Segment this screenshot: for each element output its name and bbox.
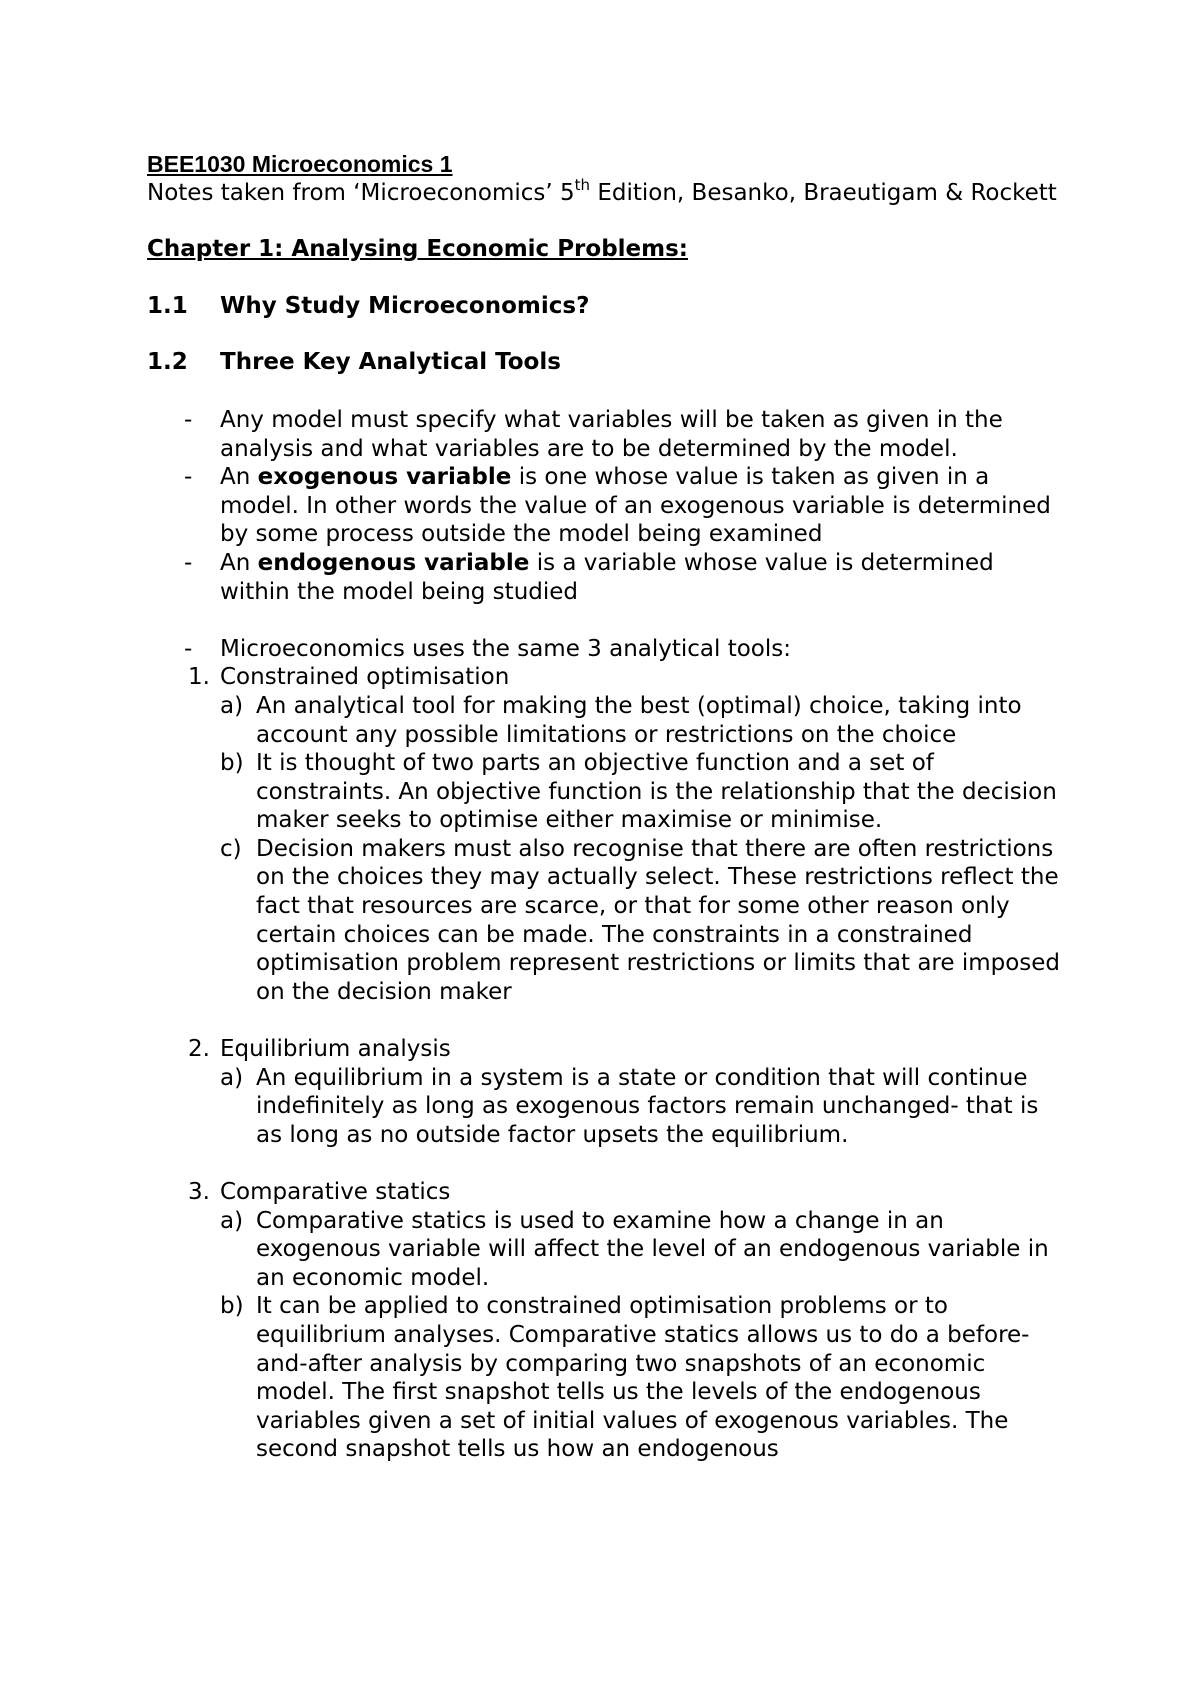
tool-number: 1. — [188, 664, 210, 691]
source-superscript: th — [574, 175, 591, 194]
bullet-dash: - — [184, 464, 193, 491]
section-number: 1.2 — [147, 349, 188, 376]
bullet-text: Any model must specify what variables will be taken as given in the analysis and what variables are to be determined by the model. — [220, 406, 1003, 462]
tool-title: Comparative statics — [220, 1179, 451, 1205]
term-endogenous-variable: endogenous variable — [257, 549, 530, 576]
source-text-pre: Notes taken from ‘Microeconomics’ 5 — [147, 179, 575, 206]
tool-item-3 — [147, 1178, 1067, 1207]
tool-subitem — [147, 1292, 1067, 1464]
tool-title: Equilibrium analysis — [220, 1036, 451, 1063]
bullet-dash: - — [184, 406, 193, 433]
tool-item-2 — [147, 1035, 1067, 1064]
source-reference — [147, 175, 1067, 208]
subitem-letter: b) — [220, 750, 244, 777]
term-exogenous-variable: exogenous variable — [257, 464, 512, 491]
bullet-text — [220, 549, 1067, 606]
bullet-text-pre: An — [220, 549, 258, 576]
section-heading-1-1 — [147, 292, 1067, 321]
tool-subitem — [147, 1207, 1067, 1293]
chapter-title: Chapter 1: Analysing Economic Problems: — [147, 236, 688, 263]
tool-subitem — [147, 749, 1067, 835]
bullet-text: Microeconomics uses the same 3 analytical tools: — [220, 635, 792, 662]
tool-number: 2. — [188, 1036, 210, 1063]
bullet-list — [147, 406, 1067, 663]
subitem-text: It can be applied to constrained optimisation problems or to equilibrium analyses. Comparative statics allows us to do a before-and-after analysis by comparing two snapshots of an economic model. The first snapshot tells us the levels of the endogenous variables given a set of initial values of exogenous variables. The second snapshot tells us how an endogenous — [256, 1293, 1030, 1463]
bullet-dash: - — [184, 549, 193, 576]
tool-title: Constrained optimisation — [220, 664, 510, 691]
subitem-letter: b) — [220, 1293, 244, 1320]
bullet-item — [147, 463, 1067, 549]
tool-subitem — [147, 835, 1067, 1007]
bullet-text — [220, 463, 1067, 549]
subitem-text: Comparative statics is used to examine how a change in an exogenous variable will affect the level of an endogenous variable in an economic model. — [256, 1207, 1049, 1291]
section-title: Why Study Microeconomics? — [220, 292, 590, 319]
tool-item-1 — [147, 663, 1067, 692]
section-heading-1-2 — [147, 348, 1067, 377]
bullet-item — [147, 635, 1067, 664]
section-number: 1.1 — [147, 292, 188, 319]
subitem-text: An equilibrium in a system is a state or condition that will continue indefinitely as long as exogenous factors remain unchanged- that is as long as no outside factor upsets the equilibrium. — [256, 1064, 1039, 1148]
bullet-text-post: is one whose value is taken as given in a model. In other words the value of an exogenous variable is determined by some process outside the model being examined — [220, 464, 1051, 548]
subitem-text: It is thought of two parts an objective function and a set of constraints. An objective function is the relationship that the decision maker seeks to optimise either maximise or minimise. — [256, 750, 1057, 834]
subitem-letter: a) — [220, 1207, 244, 1234]
subitem-letter: a) — [220, 1064, 244, 1091]
bullet-text-pre: An — [220, 464, 258, 491]
bullet-item — [147, 549, 1067, 606]
subitem-letter: c) — [220, 835, 242, 862]
subitem-text: An analytical tool for making the best (optimal) choice, taking into account any possible limitations or restrictions on the choice — [256, 692, 1022, 748]
document-content — [147, 150, 1067, 1464]
tool-number: 3. — [188, 1179, 210, 1205]
course-title: BEE1030 Microeconomics 1 — [147, 151, 453, 177]
subitem-text: Decision makers must also recognise that there are often restrictions on the choices they may actually select. These restrictions reflect the fact that resources are scarce, or that for some other reason only certain choices can be made. The constraints in a constrained optimisation problem represent restrictions or limits that are imposed on the decision maker — [256, 835, 1061, 1005]
tool-subitem — [147, 1064, 1067, 1150]
tool-subitem — [147, 692, 1067, 749]
bullet-item — [147, 406, 1067, 463]
section-title: Three Key Analytical Tools — [220, 349, 561, 376]
source-text-post: Edition, Besanko, Braeutigam & Rockett — [590, 179, 1057, 206]
subitem-letter: a) — [220, 692, 244, 719]
bullet-dash: - — [184, 635, 193, 662]
bullet-text-post: is a variable whose value is determined within the model being studied — [220, 549, 994, 605]
